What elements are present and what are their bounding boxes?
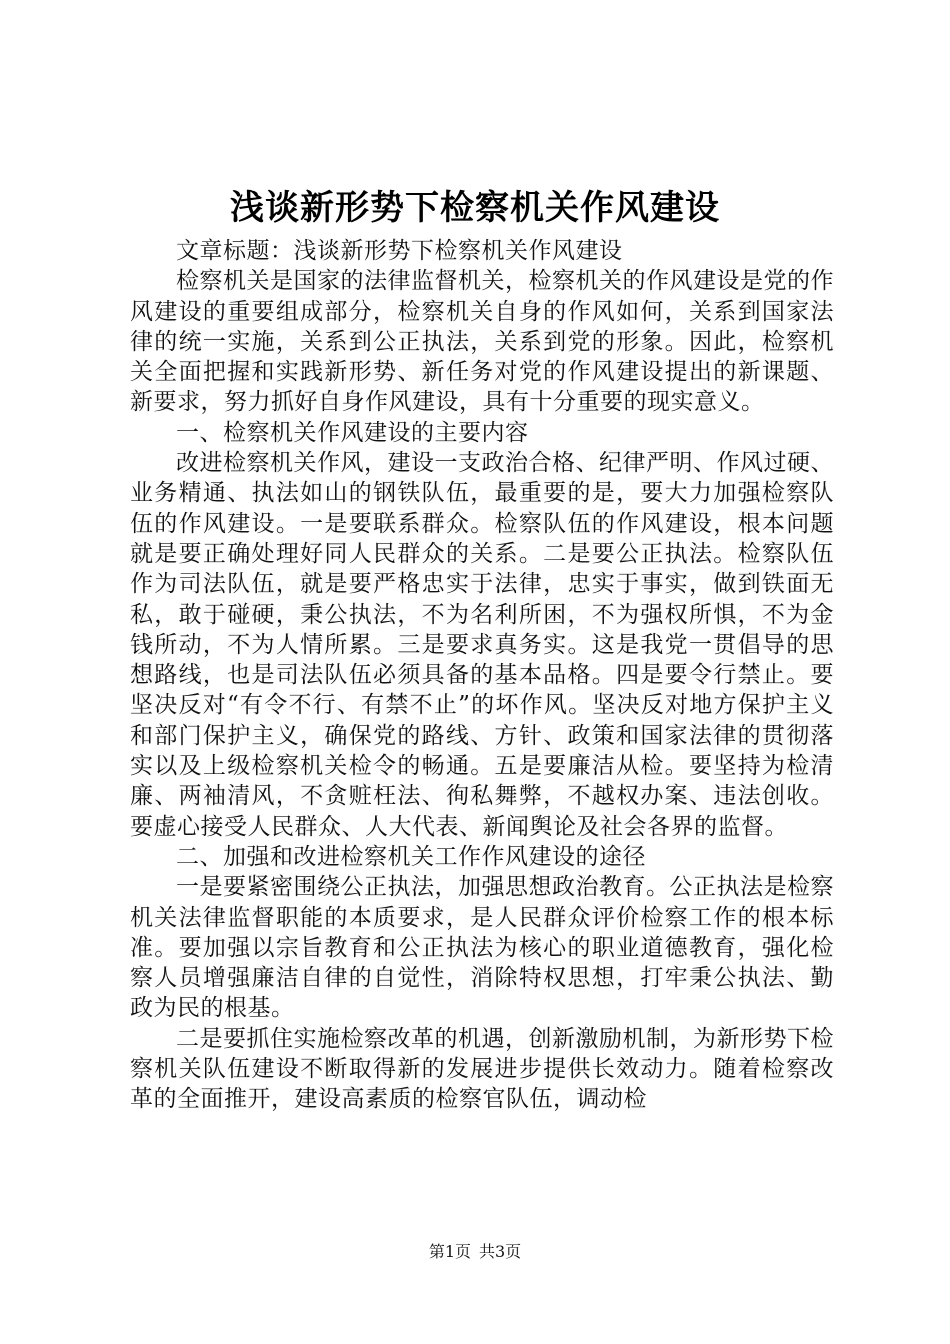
section-heading-1: 一、检察机关作风建设的主要内容	[176, 419, 529, 446]
document-title: 浅谈新形势下检察机关作风建设	[230, 188, 720, 228]
document-body	[130, 236, 834, 1115]
page-footer	[0, 1240, 950, 1264]
section-heading-2: 二、加强和改进检察机关工作作风建设的途径	[176, 843, 646, 870]
article-title-line: 文章标题：浅谈新形势下检察机关作风建设	[176, 238, 623, 264]
section-2-paragraph-2: 二是要抓住实施检察改革的机遇，创新激励机制，为新形势下检察机关队伍建设不断取得新的发展进步提供长效动力。随着检察改革的全面推开，建设高素质的检察官队伍，调动检	[130, 1025, 834, 1113]
section-1-paragraph: 改进检察机关作风，建设一支政治合格、纪律严明、作风过硬、业务精通、执法如山的钢铁队伍，最重要的是，要大力加强检察队伍的作风建设。一是要联系群众。检察队伍的作风建设，根本问题就是要正确处理好同人民群众的关系。二是要公正执法。检察队伍作为司法队伍，就是要严格忠实于法律，忠实于事实，做到铁面无私，敢于碰硬，秉公执法，不为名利所困，不为强权所惧，不为金钱所动，不为人情所累。三是要求真务实。这是我党一贯倡导的思想路线，也是司法队伍必须具备的基本品格。四是要令行禁止。要坚决反对“有令不行、有禁不止”的坏作风。坚决反对地方保护主义和部门保护主义，确保党的路线、方针、政策和国家法律的贯彻落实以及上级检察机关检令的畅通。五是要廉洁从检。要坚持为检清廉、两袖清风，不贪赃枉法、徇私舞弊，不越权办案、违法创收。要虚心接受人民群众、人大代表、新闻舆论及社会各界的监督。	[130, 450, 834, 840]
intro-paragraph: 检察机关是国家的法律监督机关，检察机关的作风建设是党的作风建设的重要组成部分，检察机关自身的作风如何，关系到国家法律的统一实施，关系到公正执法，关系到党的形象。因此，检察机关全面把握和实践新形势、新任务对党的作风建设提出的新课题、新要求，努力抓好自身作风建设，具有十分重要的现实意义。	[130, 268, 834, 416]
section-2-paragraph-1: 一是要紧密围绕公正执法，加强思想政治教育。公正执法是检察机关法律监督职能的本质要求，是人民群众评价检察工作的根本标准。要加强以宗旨教育和公正执法为核心的职业道德教育，强化检察人员增强廉洁自律的自觉性，消除特权思想，打牢秉公执法、勤政为民的根基。	[130, 874, 834, 1022]
page-total: 共3页	[479, 1242, 522, 1261]
page-number: 第1页	[428, 1242, 471, 1261]
